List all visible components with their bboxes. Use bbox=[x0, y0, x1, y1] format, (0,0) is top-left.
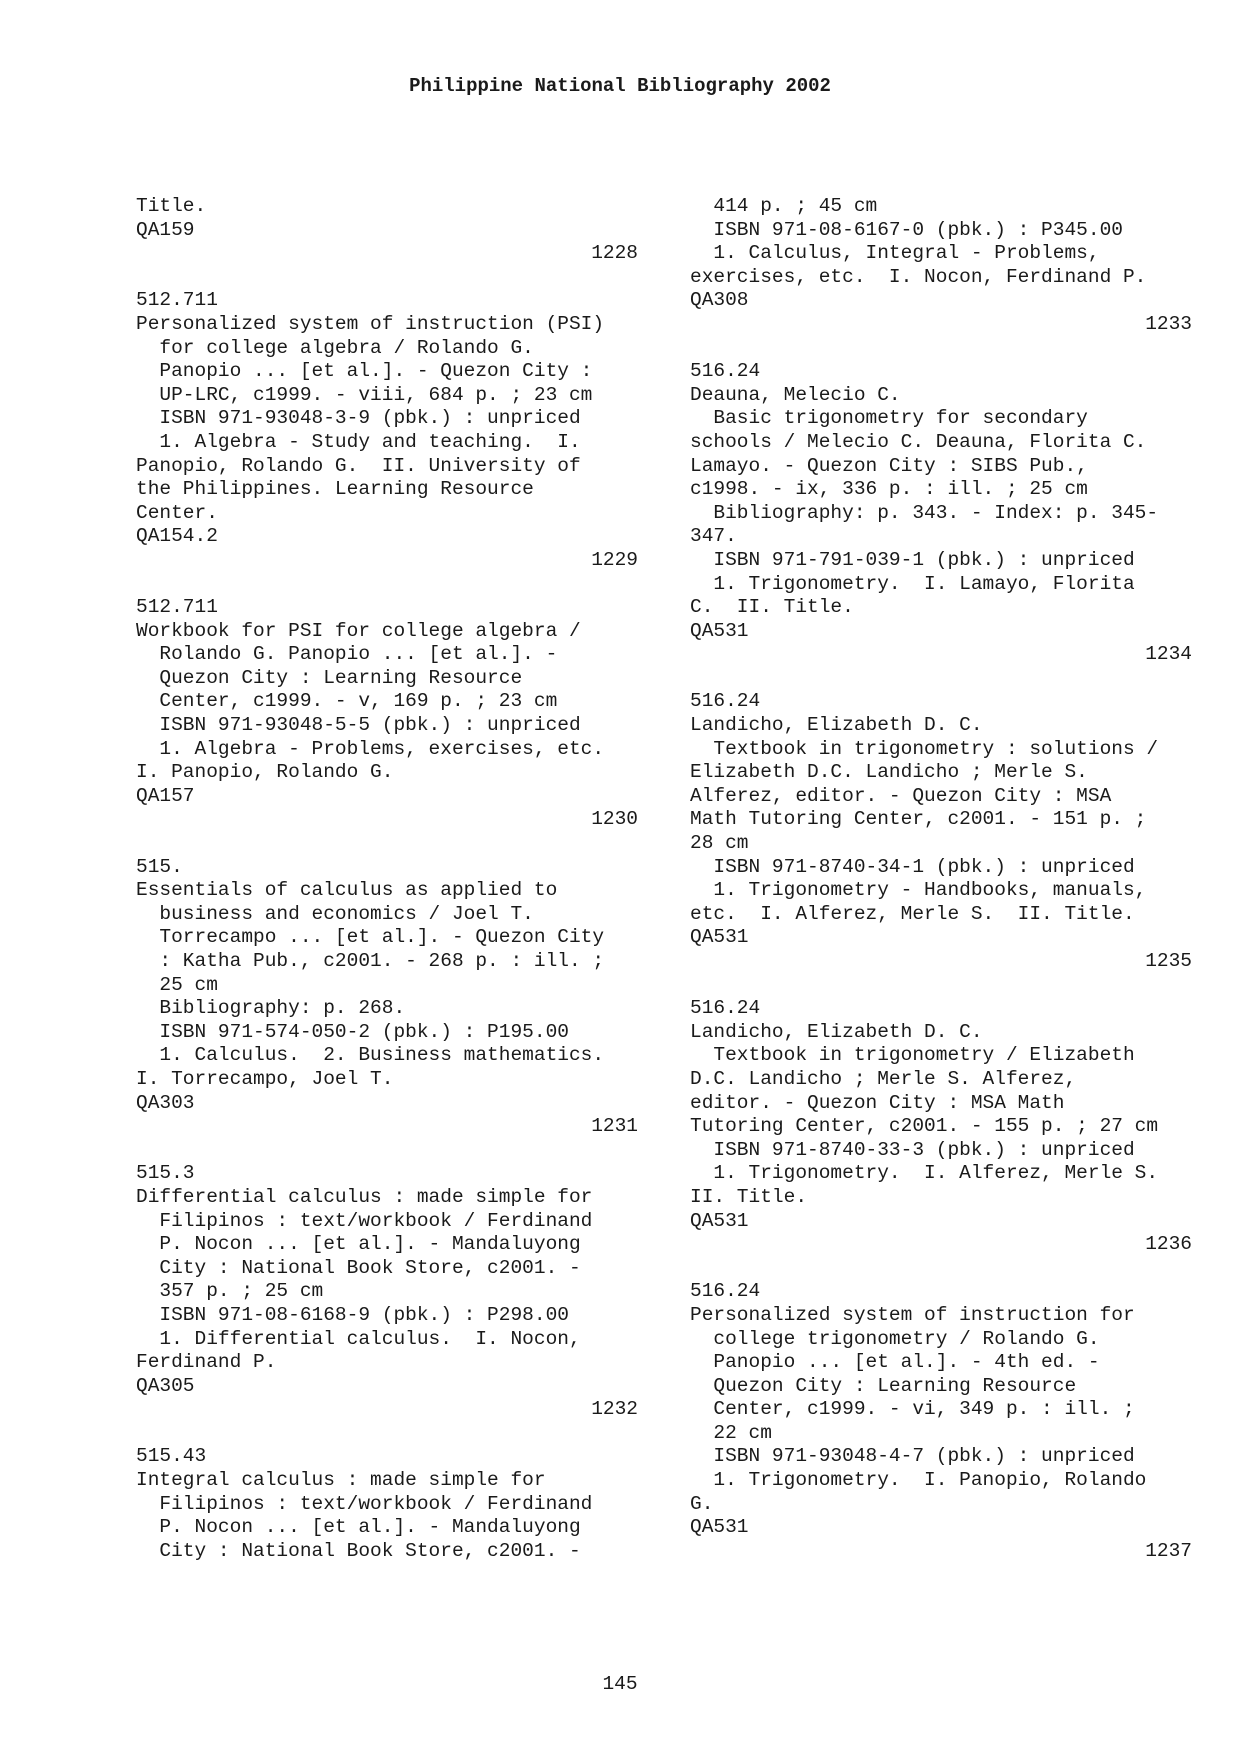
entry-text-line: Integral calculus : made simple for bbox=[136, 1469, 546, 1492]
entry-text-line: ISBN 971-93048-3-9 (pbk.) : unpriced bbox=[136, 407, 581, 430]
entry-text-line: Differential calculus : made simple for bbox=[136, 1185, 593, 1208]
entry-text-line: UP-LRC, c1999. - viii, 684 p. ; 23 cm bbox=[136, 383, 593, 406]
blank-line bbox=[136, 1139, 638, 1163]
page-number: 145 bbox=[602, 1673, 638, 1695]
left-column bbox=[136, 195, 638, 1563]
entry-text-line: business and economics / Joel T. bbox=[136, 902, 534, 925]
entry-text-line: QA154.2 bbox=[136, 525, 218, 548]
right-column bbox=[690, 195, 1192, 1563]
entry-text-line: P. Nocon ... [et al.]. - Mandaluyong bbox=[136, 1516, 581, 1539]
entry-text-line: C. II. Title. bbox=[690, 596, 854, 619]
entry-text-line: 1. Trigonometry. I. Panopio, Rolando bbox=[690, 1469, 1147, 1492]
entry-text-line: for college algebra / Rolando G. bbox=[136, 336, 534, 359]
entry-text-line: Filipinos : text/workbook / Ferdinand bbox=[136, 1492, 593, 1515]
entry-number: 1237 bbox=[1145, 1539, 1192, 1562]
entry-text-line: : Katha Pub., c2001. - 268 p. : ill. ; bbox=[136, 950, 605, 972]
entry-text-line: QA308 bbox=[690, 289, 749, 312]
entry-text-line: QA305 bbox=[136, 1374, 195, 1397]
entry-text-line: Personalized system of instruction for bbox=[690, 1303, 1135, 1326]
entry-text-line: 1. Calculus, Integral - Problems, bbox=[690, 242, 1100, 265]
entry-text-line: Rolando G. Panopio ... [et al.]. - bbox=[136, 643, 558, 666]
entry-text-line: 1. Calculus. 2. Business mathematics. bbox=[136, 1044, 605, 1067]
entry-text-line: Center, c1999. - vi, 349 p. : ill. ; bbox=[690, 1398, 1135, 1421]
entry-text-line: 515. bbox=[136, 855, 183, 878]
entry-text-line: Tutoring Center, c2001. - 155 p. ; 27 cm bbox=[690, 1115, 1159, 1138]
entry-text-line: QA531 bbox=[690, 619, 749, 642]
entry-number: 1231 bbox=[591, 1115, 638, 1138]
blank-line bbox=[136, 573, 638, 597]
entry-number: 1228 bbox=[591, 242, 638, 265]
entry-text-line: Personalized system of instruction (PSI) bbox=[136, 312, 605, 335]
blank-line bbox=[136, 832, 638, 856]
entry-text-line: Elizabeth D.C. Landicho ; Merle S. bbox=[690, 761, 1088, 784]
entry-text-line: Title. bbox=[136, 195, 207, 217]
entry-text-line: ISBN 971-8740-33-3 (pbk.) : unpriced bbox=[690, 1138, 1135, 1161]
entry-text-line: ISBN 971-93048-4-7 (pbk.) : unpriced bbox=[690, 1445, 1135, 1468]
entry-text-line: QA159 bbox=[136, 218, 195, 241]
entry-text-line: Textbook in trigonometry / Elizabeth bbox=[690, 1044, 1135, 1067]
entry-text-line: 1. Trigonometry. I. Alferez, Merle S. bbox=[690, 1162, 1159, 1185]
entry-number: 1236 bbox=[1145, 1233, 1192, 1256]
entry-text-line: etc. I. Alferez, Merle S. II. Title. bbox=[690, 902, 1135, 925]
entry-text-line: Bibliography: p. 268. bbox=[136, 997, 406, 1020]
blank-line bbox=[690, 974, 1192, 998]
entry-text-line: Panopio ... [et al.]. - 4th ed. - bbox=[690, 1351, 1100, 1374]
entry-text-line: c1998. - ix, 336 p. : ill. ; 25 cm bbox=[690, 478, 1088, 501]
entry-text-line: ISBN 971-8740-34-1 (pbk.) : unpriced bbox=[690, 855, 1135, 878]
entry-number: 1234 bbox=[1145, 643, 1192, 666]
entry-text-line: 516.24 bbox=[690, 1280, 761, 1303]
entry-number: 1232 bbox=[591, 1398, 638, 1421]
entry-text-line: ISBN 971-08-6168-9 (pbk.) : P298.00 bbox=[136, 1303, 569, 1326]
entry-text-line: 347. bbox=[690, 525, 737, 548]
entry-text-line: editor. - Quezon City : MSA Math bbox=[690, 1091, 1065, 1114]
blank-line bbox=[690, 337, 1192, 361]
blank-line bbox=[690, 667, 1192, 691]
entry-text-line: 28 cm bbox=[690, 832, 749, 855]
entry-text-line: Math Tutoring Center, c2001. - 151 p. ; bbox=[690, 808, 1147, 831]
entry-text-line: Panopio ... [et al.]. - Quezon City : bbox=[136, 360, 593, 383]
blank-line bbox=[136, 266, 638, 290]
entry-text-line: 22 cm bbox=[690, 1421, 772, 1444]
entry-number: 1233 bbox=[1145, 312, 1192, 335]
entry-text-line: Textbook in trigonometry : solutions / bbox=[690, 737, 1159, 760]
entry-text-line: Bibliography: p. 343. - Index: p. 345- bbox=[690, 501, 1159, 524]
entry-text-line: college trigonometry / Rolando G. bbox=[690, 1327, 1100, 1350]
entry-text-line: Center, c1999. - v, 169 p. ; 23 cm bbox=[136, 690, 558, 713]
page-header-title: Philippine National Bibliography 2002 bbox=[409, 75, 831, 97]
entry-text-line: 1. Algebra - Problems, exercises, etc. bbox=[136, 737, 605, 760]
entry-text-line: City : National Book Store, c2001. - bbox=[136, 1256, 581, 1279]
entry-text-line: 1. Trigonometry. I. Lamayo, Florita bbox=[690, 572, 1135, 595]
entry-number: 1230 bbox=[591, 808, 638, 831]
entry-text-line: 1. Trigonometry - Handbooks, manuals, bbox=[690, 879, 1147, 902]
entry-text-line: ISBN 971-93048-5-5 (pbk.) : unpriced bbox=[136, 714, 581, 737]
entry-text-line: 512.711 bbox=[136, 596, 218, 619]
entry-text-line: Deauna, Melecio C. bbox=[690, 383, 901, 406]
entry-text-line: Center. bbox=[136, 501, 218, 524]
entry-text-line: exercises, etc. I. Nocon, Ferdinand P. bbox=[690, 265, 1147, 288]
entry-text-line: II. Title. bbox=[690, 1185, 808, 1208]
blank-line bbox=[690, 1257, 1192, 1281]
blank-line bbox=[136, 1422, 638, 1446]
entry-text-line: Panopio, Rolando G. II. University of bbox=[136, 454, 581, 477]
entry-text-line: Landicho, Elizabeth D. C. bbox=[690, 1020, 983, 1043]
entry-text-line: Lamayo. - Quezon City : SIBS Pub., bbox=[690, 454, 1088, 477]
entry-text-line: schools / Melecio C. Deauna, Florita C. bbox=[690, 430, 1147, 453]
entry-text-line: Quezon City : Learning Resource bbox=[690, 1374, 1077, 1397]
entry-text-line: Landicho, Elizabeth D. C. bbox=[690, 714, 983, 737]
entry-text-line: P. Nocon ... [et al.]. - Mandaluyong bbox=[136, 1233, 581, 1256]
entry-text-line: 516.24 bbox=[690, 997, 761, 1020]
entry-text-line: the Philippines. Learning Resource bbox=[136, 478, 534, 501]
entry-number: 1229 bbox=[591, 548, 638, 571]
entry-text-line: G. bbox=[690, 1492, 714, 1515]
entry-text-line: 25 cm bbox=[136, 973, 218, 996]
entry-text-line: Basic trigonometry for secondary bbox=[690, 407, 1088, 430]
entry-text-line: 512.711 bbox=[136, 289, 218, 312]
entry-text-line: ISBN 971-791-039-1 (pbk.) : unpriced bbox=[690, 548, 1135, 571]
entry-text-line: I. Panopio, Rolando G. bbox=[136, 761, 394, 784]
entry-text-line: 515.3 bbox=[136, 1162, 195, 1185]
entry-text-line: D.C. Landicho ; Merle S. Alferez, bbox=[690, 1067, 1077, 1090]
entry-text-line: 516.24 bbox=[690, 690, 761, 713]
entry-text-line: ISBN 971-574-050-2 (pbk.) : P195.00 bbox=[136, 1020, 569, 1043]
entry-text-line: Quezon City : Learning Resource bbox=[136, 666, 523, 689]
entry-text-line: 1. Differential calculus. I. Nocon, bbox=[136, 1327, 581, 1350]
entry-text-line: QA531 bbox=[690, 1209, 749, 1232]
entry-text-line: I. Torrecampo, Joel T. bbox=[136, 1067, 394, 1090]
entry-text-line: QA531 bbox=[690, 1516, 749, 1539]
entry-text-line: Ferdinand P. bbox=[136, 1351, 277, 1374]
entry-text-line: 516.24 bbox=[690, 360, 761, 383]
entry-text-line: Alferez, editor. - Quezon City : MSA bbox=[690, 784, 1112, 807]
entry-text-line: 515.43 bbox=[136, 1445, 207, 1468]
entry-text-line: QA157 bbox=[136, 784, 195, 807]
entry-text-line: Workbook for PSI for college algebra / bbox=[136, 619, 581, 642]
entry-text-line: Filipinos : text/workbook / Ferdinand bbox=[136, 1209, 593, 1232]
entry-text-line: Essentials of calculus as applied to bbox=[136, 879, 558, 902]
entry-text-line: QA303 bbox=[136, 1091, 195, 1114]
entry-number: 1235 bbox=[1145, 950, 1192, 972]
entry-text-line: 1. Algebra - Study and teaching. I. bbox=[136, 430, 581, 453]
entry-text-line: QA531 bbox=[690, 926, 749, 949]
entry-text-line: 414 p. ; 45 cm bbox=[690, 195, 878, 217]
entry-text-line: ISBN 971-08-6167-0 (pbk.) : P345.00 bbox=[690, 218, 1123, 241]
entry-text-line: City : National Book Store, c2001. - bbox=[136, 1539, 581, 1562]
entry-text-line: Torrecampo ... [et al.]. - Quezon City bbox=[136, 926, 605, 949]
entry-text-line: 357 p. ; 25 cm bbox=[136, 1280, 324, 1303]
